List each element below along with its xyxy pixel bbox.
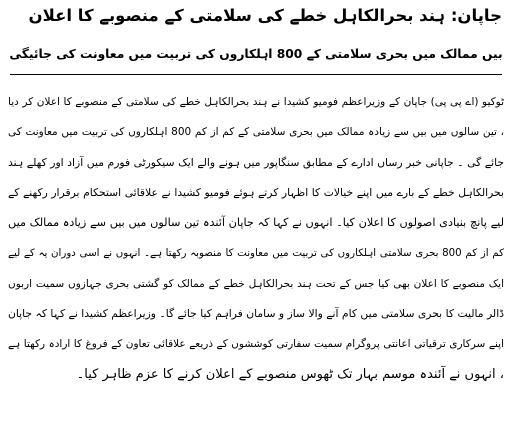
body-line: ڈالر مالیت کا بحری سلامتی میں کام آنے والا ساز و سامان فراہم کیا جائے گا۔ وزیراعظم کشیدا نے کہا کہ جاپان <box>8 307 504 321</box>
body-line: ٹوکیو (اے پی پی) جاپان کے وزیراعظم فومیو کشیدا نے ہند بحرالکاہل خطے کی سلامتی کے منصوبے کا اعلان کر دیا <box>8 96 504 108</box>
headline-divider <box>10 74 502 75</box>
body-line: لیے پانچ بنیادی اصولوں کا اعلان کیا۔ انہوں نے کہا کہ جاپان آئندہ تین سالوں میں بیں سے زیادہ ممالک میں <box>8 216 504 230</box>
body-line: اپنے سرکاری ترقیاتی اعانتی پروگرام سمیت سفارتی کوششوں کے ذریعے علاقائی تعاون کے فروغ کا ارادہ رکھتا ہے <box>8 338 504 351</box>
subheadline: بیں ممالک میں بحری سلامتی کے 800 اہلکاروں کی تربیت میں معاونت کی جائیگی <box>9 47 503 61</box>
body-line: ایک منصوبے کا اعلان بھی کیا جس کے تحت ہند بحرالکاہل خطے کے ممالک کو گشتی بحری جہازوں سمیت اربوں <box>8 277 504 290</box>
body-line: ، انہوں نے آئندہ موسم بہار تک ٹھوس منصوبے کے اعلان کرنے کا عزم ظاہر کیا۔ <box>76 366 504 382</box>
body-line: بحرالکاہل خطے کے بارے میں اپنے خیالات کا اظہار کرتے ہوئے فومیو کشیدا نے علاقائی استحکام برقرار رکھنے کے <box>8 185 504 199</box>
body-line: ، تین سالوں میں بیں سے زیادہ ممالک میں بحری سلامتی کے کم از کم 800 اہلکاروں کی تربیت میں معاونت کی <box>8 126 504 139</box>
article-body <box>8 87 504 390</box>
body-line: جائے گی ۔ جاپانی خبر رساں ادارے کے مطابق سنگاپور میں ہونے والے ایک سیکورٹی فورم میں آزاد اور کھلے ہند <box>8 155 504 169</box>
headline: جاپان: ہند بحرالکاہل خطے کی سلامتی کے منصوبے کا اعلان <box>28 6 502 25</box>
body-line: کم از کم 800 بحری سلامتی اہلکاروں کی تربیت میں معاونت کا منصوبہ رکھتا ہے۔ انہوں نے اسی دوران یہ کے لیے <box>8 247 504 260</box>
